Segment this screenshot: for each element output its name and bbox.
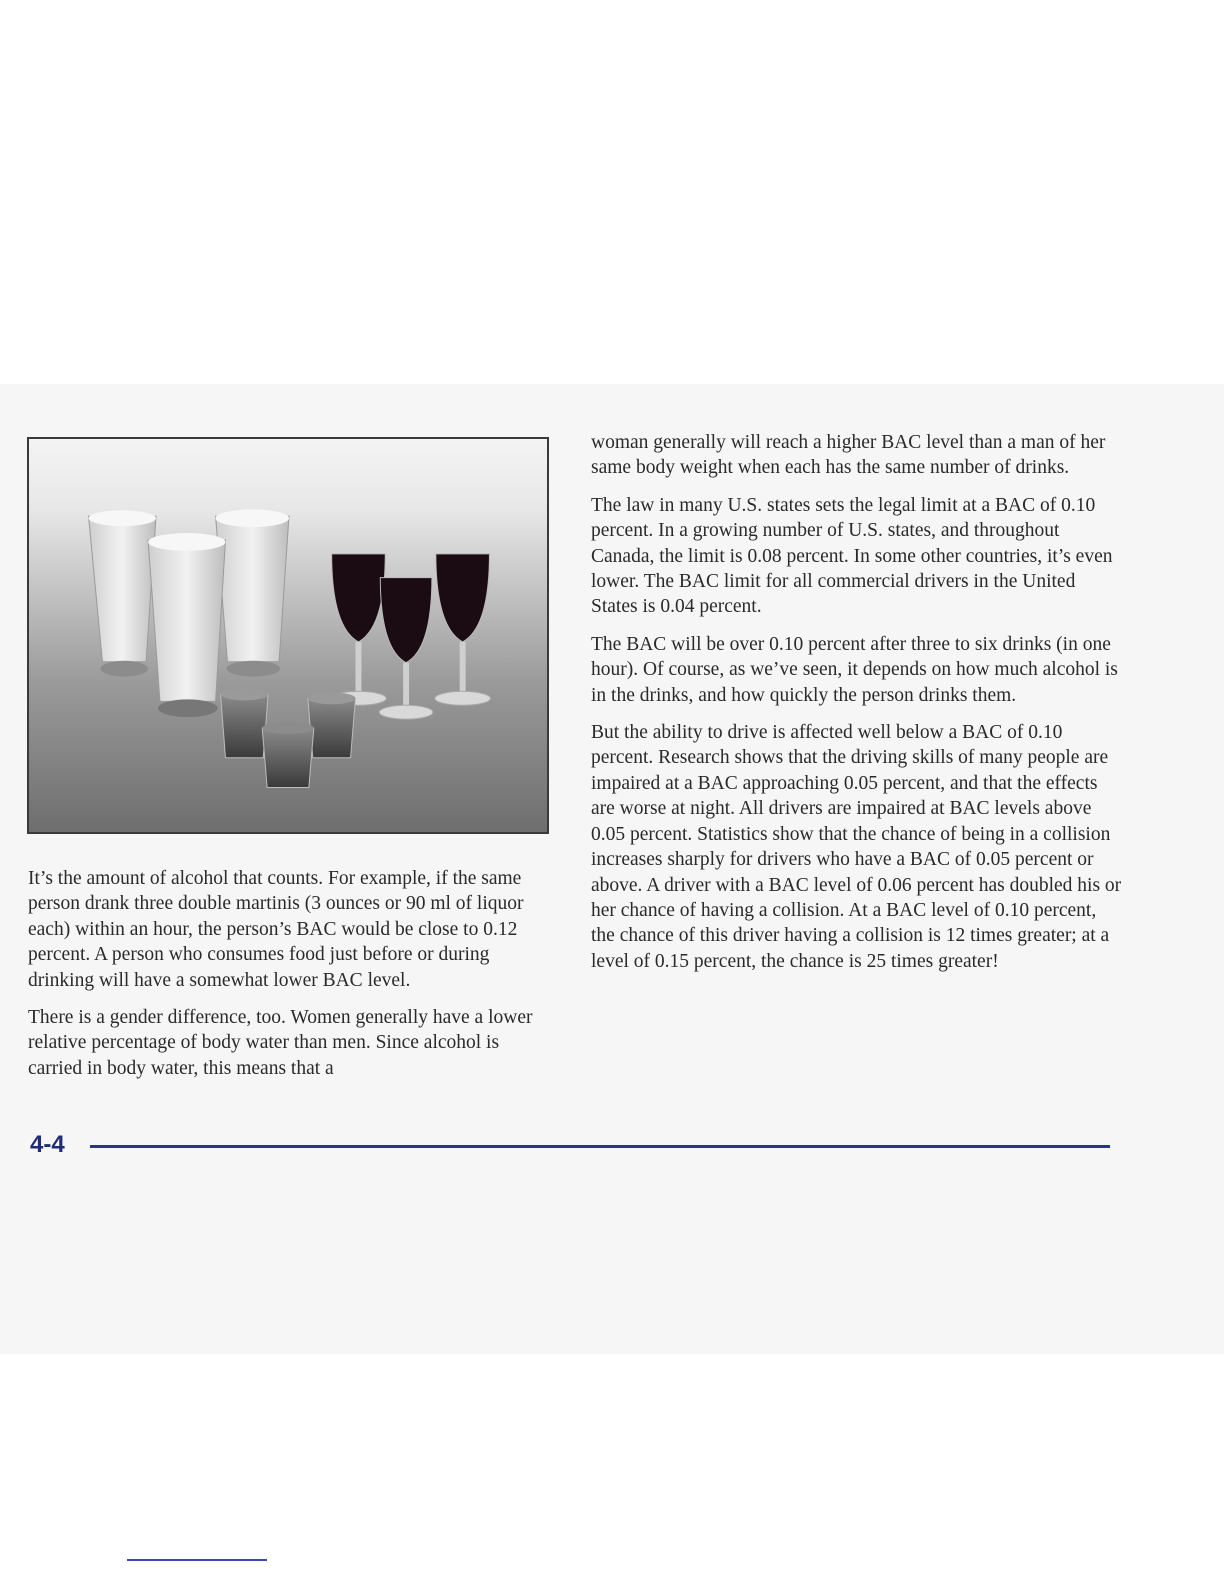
paragraph: The BAC will be over 0.10 percent after three to six drinks (in one hour). Of course, as we’ve seen, it depends on how much alcohol is in the drinks, and how quickly the person drinks them. <box>591 633 1118 706</box>
wine-glass <box>331 554 387 705</box>
drinks-photo <box>27 437 549 834</box>
beer-glass <box>216 509 289 676</box>
footer-rule <box>90 1145 1110 1148</box>
beer-glass <box>89 510 156 676</box>
left-text-column <box>28 866 558 1093</box>
drinks-illustration <box>29 439 547 832</box>
paragraph: woman generally will reach a higher BAC level than a man of her same body weight when each has the same number of drinks. <box>591 432 1106 479</box>
bottom-underline <box>127 1559 267 1561</box>
paragraph: The law in many U.S. states sets the legal limit at a BAC of 0.10 percent. In a growing number of U.S. states, and throughout Canada, the limit is 0.08 percent. In some other countries, it’s even lower. The BAC limit for all commercial drivers in the United States is 0.04 percent. <box>591 494 1113 618</box>
shot-glass <box>262 722 314 787</box>
paragraph: There is a gender difference, too. Women generally have a lower relative percentage of body water than men. Since alcohol is carried in body water, this means that a <box>28 1007 533 1079</box>
page-number: 4-4 <box>30 1131 65 1158</box>
shot-glass <box>221 688 269 757</box>
beer-glass <box>148 533 225 717</box>
paragraph: But the ability to drive is affected well below a BAC of 0.10 percent. Research shows that the driving skills of many people are impaired at a BAC approaching 0.05 percent, and that the effects are worse at night. All drivers are impaired at BAC levels above 0.05 percent. Statistics show that the chance of being in a collision increases sharply for drivers who have a BAC of 0.05 percent or above. A driver with a BAC level of 0.06 percent has doubled his or her chance of having a collision. At a BAC level of 0.10 percent, the chance of this driver having a collision is 12 times greater; at a level of 0.15 percent, the chance is 25 times greater! <box>591 722 1122 972</box>
paragraph: It’s the amount of alcohol that counts. For example, if the same person drank three double martinis (3 ounces or 90 ml of liquor each) within an hour, the person’s BAC would be close to 0.12 percent. A person who consumes food just before or during drinking will have a somewhat lower BAC level. <box>28 868 524 991</box>
wine-glass <box>435 554 491 705</box>
wine-glass <box>379 578 433 720</box>
shot-glass <box>308 692 356 757</box>
right-text-column <box>591 430 1123 986</box>
